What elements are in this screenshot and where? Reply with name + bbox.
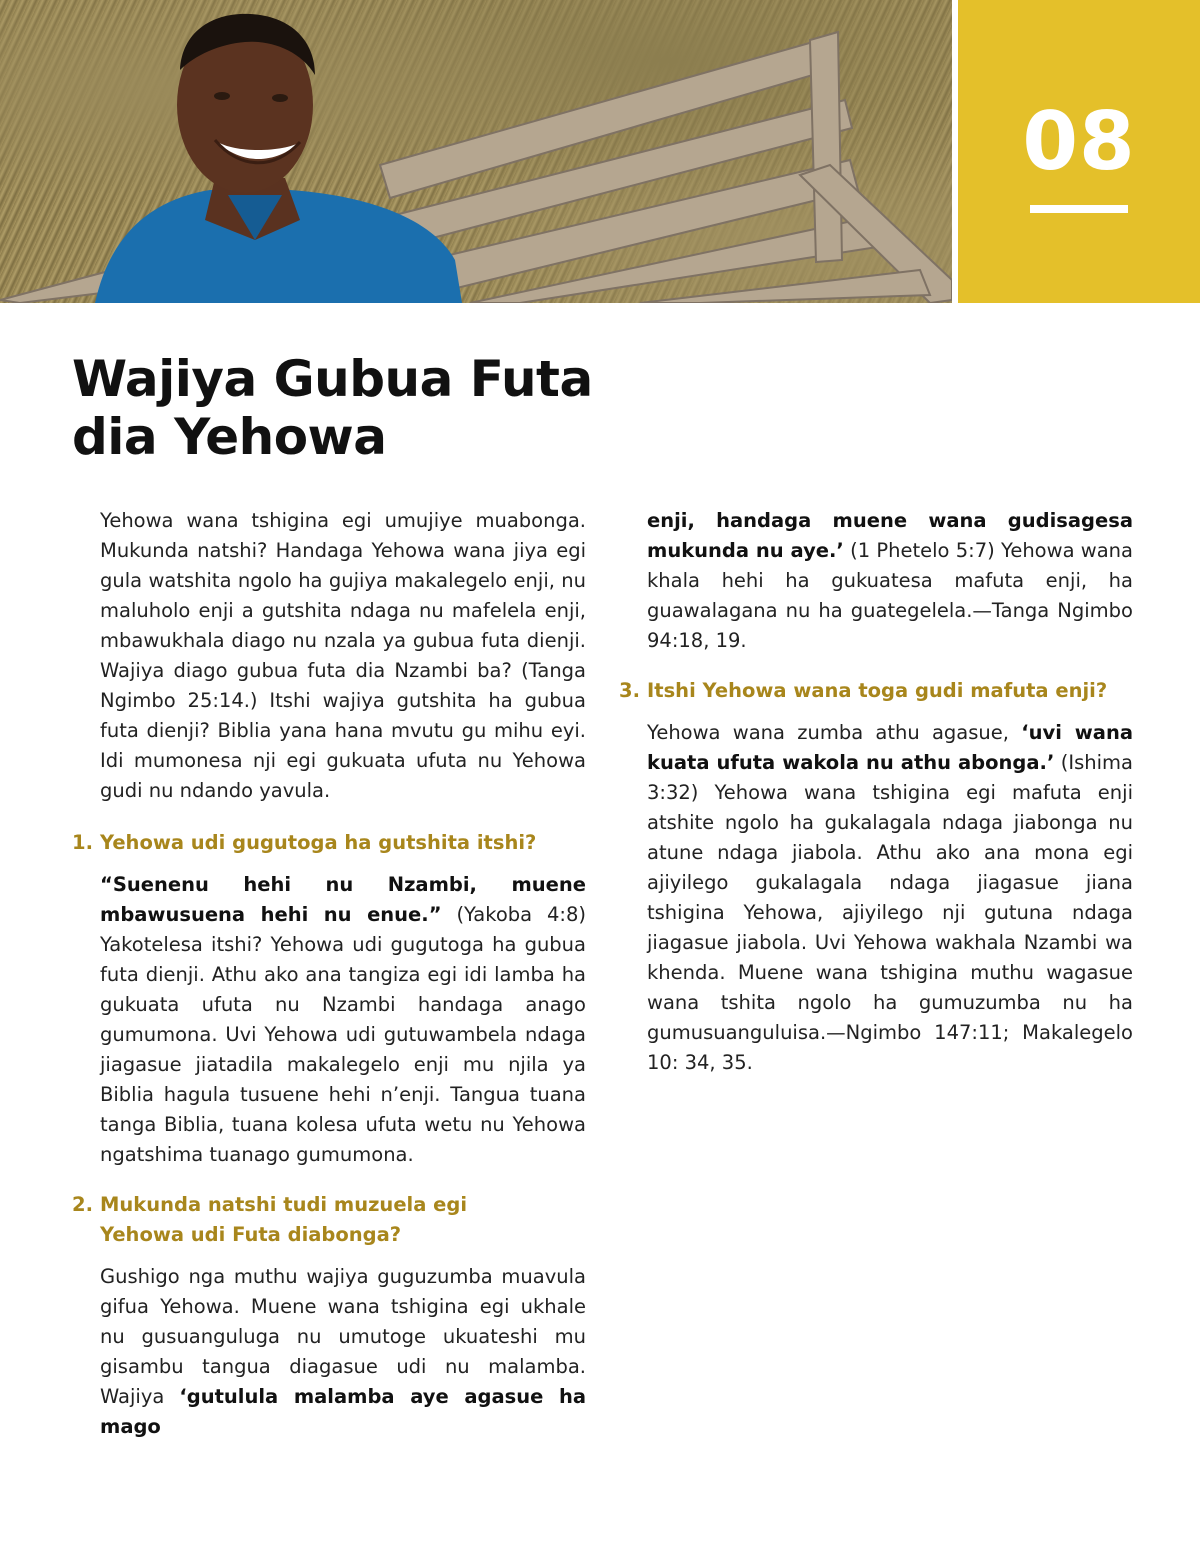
question-2-line-1: Mukunda natshi tudi muzuela egi (100, 1193, 468, 1216)
question-2-number: 2. (72, 1193, 93, 1216)
title-line-1: Wajiya Gubua Futa (72, 350, 593, 408)
chapter-number: 08 (1022, 95, 1136, 188)
question-1-number: 1. (72, 831, 93, 854)
left-column (72, 506, 586, 1442)
answer-2-bold-end: enji, handaga muene wana gudisagesa mukunda nu aye.’ (647, 509, 1133, 562)
question-3 (619, 676, 1133, 706)
question-2 (72, 1190, 586, 1250)
answer-2-paragraph-start (100, 1262, 586, 1442)
title-line-2: dia Yehowa (72, 408, 387, 466)
answer-1-paragraph (100, 870, 586, 1170)
chapter-block (958, 0, 1200, 303)
question-2-text (100, 1190, 586, 1250)
photo-illustration (0, 0, 952, 303)
question-3-text: Itshi Yehowa wana toga gudi mafuta enji? (647, 679, 1108, 702)
question-3-number: 3. (619, 679, 640, 702)
intro-paragraph: Yehowa wana tshigina egi umujiye muabonga. Mukunda natshi? Handaga Yehowa wana jiya egi gula watshita ngolo ha gujiya makalegelo enji, nu maluholo enji a gutshita ndaga nu mafelela enji, mbawukhala diago nu nzala ya gubua futa dienji. Wajiya diago gubua futa dia Nzambi ba? (Tanga Ngimbo 25:14.) Itshi wajiya gutshita ha gubua futa dienji? Biblia yana hana mvutu gu mihu eyi. Idi mumonesa nji egi gukuata ufuta nu Yehowa gudi nu ndando yavula. (100, 509, 586, 802)
answer-1-text: (Yakoba 4:8) Yakotelesa itshi? Yehowa udi gugutoga ha gubua futa dienji. Athu ako ana tangiza egi idi lamba ha gukuata ufuta nu Nzambi handaga anago gumumona. Uvi Yehowa udi gutuwambela ndaga jiagasue jiatadila makalegelo enji mu njila ya Biblia hagula tusuene hehi n’enji. Tangua tuana tanga Biblia, tuana kolesa ufuta wetu nu Yehowa ngatshima tuanago gumumona. (100, 903, 586, 1166)
answer-2-bold-start: ‘gutulula malamba aye agasue ha mago (100, 1385, 586, 1438)
question-2-line-2: Yehowa udi Futa diabonga? (100, 1223, 402, 1246)
question-1-text: Yehowa udi gugutoga ha gutshita itshi? (100, 831, 537, 854)
answer-1-bold: “Suenenu hehi nu Nzambi, muene mbawusuena hehi nu enue.” (100, 873, 586, 926)
question-1 (72, 828, 586, 858)
answer-3-bold: ‘uvi wana kuata ufuta wakola nu athu abonga.’ (647, 721, 1133, 774)
page-title (72, 350, 632, 466)
chapter-rule (1030, 205, 1128, 213)
answer-2-text-2: (1 Phetelo 5:7) Yehowa wana khala hehi ha gukuatesa mafuta enji, ha guawalagana nu ha guategelela.—Tanga Ngimbo 94:18, 19. (647, 539, 1133, 652)
right-column (619, 506, 1133, 1078)
answer-2-paragraph-continued (647, 506, 1133, 656)
answer-3-paragraph (647, 718, 1133, 1078)
header-photo (0, 0, 952, 303)
answer-3-text: Yehowa wana zumba athu agasue, (647, 721, 1022, 744)
answer-3-text-2: (Ishima 3:32) Yehowa wana tshigina egi mafuta enji atshite ngolo ha gukalagala ndaga jiabonga nu atune ndaga jiabola. Athu ako ana mona egi ajiyilego gukalagala ndaga jiagasue jiana tshigina Yehowa, ajiyilego nji gutuna ndaga jiagasue jiabola. Uvi Yehowa wakhala Nzambi wa khenda. Muene wana tshigina muthu wagasue wana tshita ngolo ha gumuzumba nu ha gumusuanguluisa.—Ngimbo 147:11; Makalegelo 10: 34, 35. (647, 751, 1133, 1074)
answer-2-text: Gushigo nga muthu wajiya guguzumba muavula gifua Yehowa. Muene wana tshigina egi ukhale nu gusuanguluga nu umutoge ukuateshi mu gisambu tangua diagasue udi nu malamba. Wajiya (100, 1265, 586, 1408)
